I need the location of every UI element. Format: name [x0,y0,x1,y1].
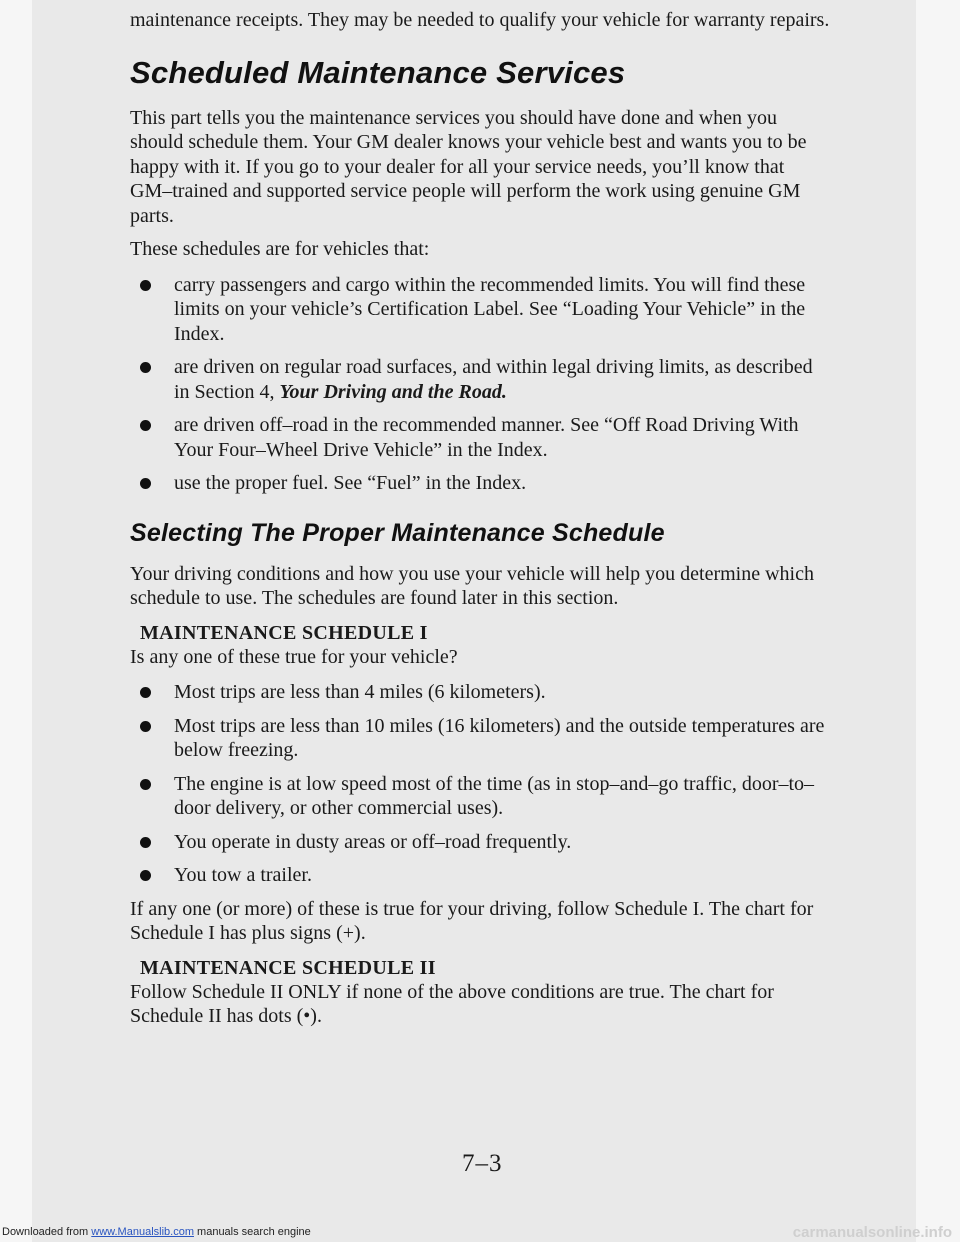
list-item [130,471,830,496]
list-item [130,680,830,705]
page-number: 7–3 [462,1150,503,1177]
heading-scheduled-maintenance: Scheduled Maintenance Services [130,54,626,90]
page-content [130,8,830,1029]
left-margin [0,0,32,1242]
list-item-text: You operate in dusty areas or off–road frequently. [174,830,572,853]
list-item [130,413,830,462]
schedule-1-follow-text: If any one (or more) of these is true for your driving, follow Schedule I. The chart for Schedule I has plus signs (+). [130,897,814,944]
paragraph-driving-conditions: Your driving conditions and how you use your vehicle will help you determine which schedule to use. The schedules are found later in this section. [130,562,814,609]
paragraph-schedules-intro: These schedules are for vehicles that: [130,238,430,260]
list-item-text: carry passengers and cargo within the recommended limits. You will find these limits on your vehicle’s Certification Label. See “Loading Your Vehicle” in the Index. [174,273,806,345]
list-item-text: The engine is at low speed most of the time (as in stop–and–go traffic, door–to–door delivery, or other commercial uses). [174,772,815,819]
schedule-1-question: Is any one of these true for your vehicle? [130,645,458,668]
list-item-text: Most trips are less than 4 miles (6 kilometers). [174,681,546,703]
right-margin [916,0,960,1242]
list-item-text: use the proper fuel. See “Fuel” in the Index. [174,472,527,494]
section-reference: Your Driving and the Road. [279,380,507,403]
list-item [130,273,830,347]
schedule-1-title: MAINTENANCE SCHEDULE I [140,621,428,644]
list-item [130,772,830,821]
watermark: carmanualsonline.info [792,1224,952,1241]
footer-suffix: manuals search engine [193,1226,311,1238]
bullet-icon [140,687,151,698]
list-item-text: are driven off–road in the recommended manner. See “Off Road Driving With Your Four–Wheel Drive Vehicle” in the Index. [174,414,799,461]
bullet-icon [140,779,151,790]
paragraph-maintenance-services: This part tells you the maintenance services you should have done and when you should schedule them. Your GM dealer knows your vehicle best and wants you to be happy with it. If you go to your dealer for all your service needs, you’ll know that GM–trained and supported service people will perform the work using genuine GM parts. [130,106,807,227]
heading-selecting-schedule: Selecting The Proper Maintenance Schedule [130,518,665,547]
bullet-icon [140,420,151,431]
download-footer [2,1226,311,1238]
schedule-2-text: Follow Schedule II ONLY if none of the above conditions are true. The chart for Schedule II has dots (•). [130,980,774,1027]
bullet-icon [140,478,151,489]
footer-prefix: Downloaded from [2,1226,89,1238]
bullet-icon [140,280,151,291]
schedule-2-title: MAINTENANCE SCHEDULE II [140,956,436,979]
manualslib-link[interactable]: www.Manualslib.com [91,1226,194,1238]
list-item [130,830,830,855]
bullet-icon [140,837,151,848]
bullet-icon [140,721,151,732]
bullet-icon [140,362,151,373]
list-item [130,714,830,763]
schedule-1-conditions-list [130,680,830,888]
list-item-text: You tow a trailer. [174,864,312,886]
list-item [130,863,830,888]
list-item [130,355,830,404]
list-item-text: are driven on regular road surfaces, and within legal driving limits, as described in Section 4, [174,356,813,403]
list-item-text: Most trips are less than 10 miles (16 kilometers) and the outside temperatures are below freezing. [174,714,825,761]
vehicle-conditions-list [130,273,830,496]
intro-paragraph: maintenance receipts. They may be needed to qualify your vehicle for warranty repairs. [130,9,830,31]
bullet-icon [140,870,151,881]
